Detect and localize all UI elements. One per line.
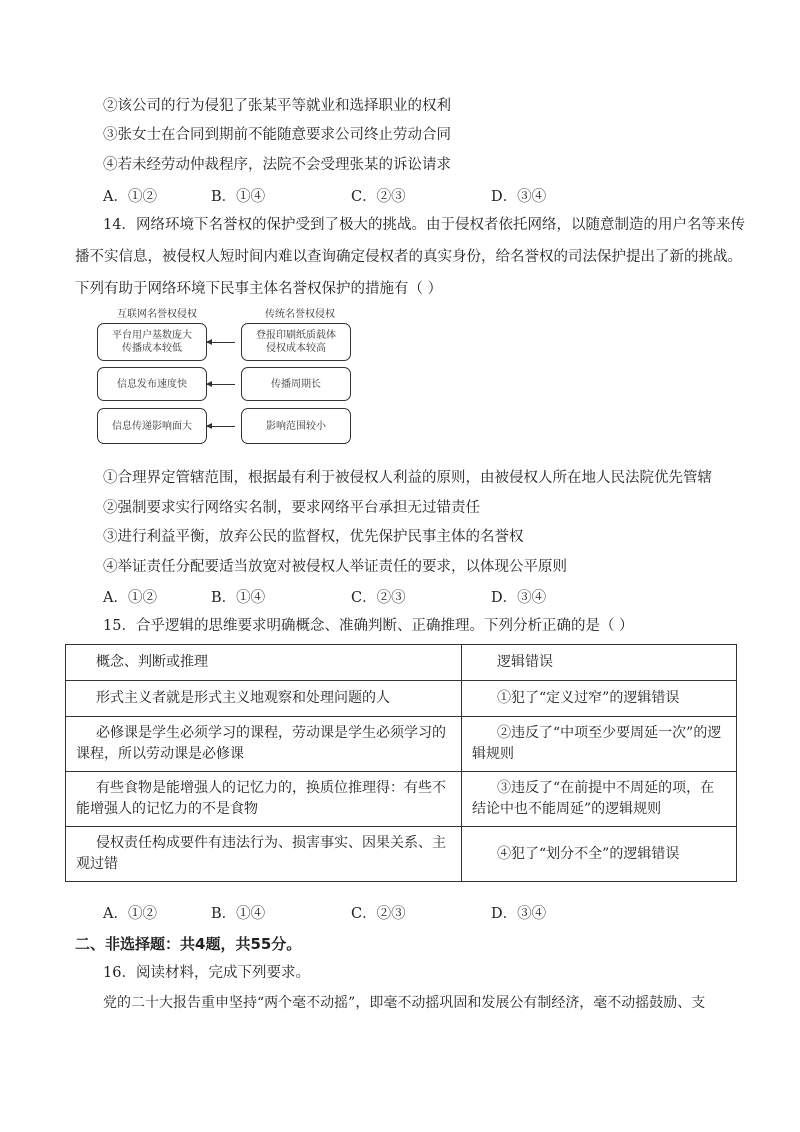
table-header-cell: 概念、判断或推理 (66, 645, 462, 681)
table-cell: 有些食物是能增强人的记忆力的，换质位推理得：有些不能增强人的记忆力的不是食物 (66, 772, 462, 827)
diagram-left-box-1: 平台用户基数庞大 传播成本较低 (97, 323, 207, 361)
q15-stem: 15．合乎逻辑的思维要求明确概念、准确判断、正确推理。下列分析正确的是（ ） (103, 618, 634, 634)
q14-item-1: ①合理界定管辖范围，根据最有利于被侵权人利益的原则，由被侵权人所在地人民法院优先管辖 (103, 470, 712, 486)
diagram-arrow-3 (207, 426, 235, 427)
table-row (66, 717, 737, 772)
q14-stem-line3: 下列有助于网络环境下民事主体名誉权保护的措施有（ ） (75, 281, 443, 297)
diagram-right-box-3: 影响范围较小 (241, 408, 351, 444)
option-b[interactable]: B．①④ (211, 906, 266, 922)
table-cell: ②违反了“中项至少要周延一次”的逻辑规则 (462, 717, 737, 772)
table-cell: 侵权责任构成要件有违法行为、损害事实、因果关系、主观过错 (66, 827, 462, 882)
diagram-arrow-2 (207, 384, 235, 385)
option-a[interactable]: A．①② (103, 906, 157, 922)
section-heading: 二、非选择题：共4题，共55分。 (75, 935, 302, 953)
diagram-left-box-3: 信息传递影响面大 (97, 408, 207, 444)
option-b[interactable]: B．①④ (211, 189, 266, 205)
diagram-right-box-2: 传播周期长 (241, 367, 351, 401)
table-cell: 形式主义者就是形式主义地观察和处理问题的人 (66, 681, 462, 717)
q14-item-3: ③进行利益平衡，放弃公民的监督权，优先保护民事主体的名誉权 (103, 529, 524, 545)
diagram-right-header: 传统名誉权侵权 (265, 309, 335, 320)
table-cell: 必修课是学生必须学习的课程，劳动课是学生必须学习的课程，所以劳动课是必修课 (66, 717, 462, 772)
table-header-row (66, 645, 737, 681)
diagram-right-box-1: 登报印刷纸质载体 侵权成本较高 (241, 323, 351, 361)
q14-options (103, 586, 703, 606)
q16-stem: 16．阅读材料，完成下列要求。 (103, 965, 310, 981)
q14-item-4: ④举证责任分配要适当放宽对被侵权人举证责任的要求，以体现公平原则 (103, 559, 567, 575)
logic-analysis-table (65, 644, 737, 882)
option-d[interactable]: D．③④ (491, 590, 547, 606)
table-cell: ①犯了“定义过窄”的逻辑错误 (462, 681, 737, 717)
q16-material: 党的二十大报告重申坚持“两个毫不动摇”，即毫不动摇巩固和发展公有制经济，毫不动摇鼓励、支 (103, 995, 706, 1011)
table-row (66, 827, 737, 882)
infringement-comparison-diagram (95, 305, 367, 447)
option-b[interactable]: B．①④ (211, 590, 266, 606)
q14-item-2: ②强制要求实行网络实名制，要求网络平台承担无过错责任 (103, 500, 480, 516)
table-row (66, 772, 737, 827)
table-header-cell: 逻辑错误 (462, 645, 737, 681)
diagram-arrow-1 (207, 342, 235, 343)
option-d[interactable]: D．③④ (491, 906, 547, 922)
q13-item-2: ②该公司的行为侵犯了张某平等就业和选择职业的权利 (103, 98, 451, 114)
option-a[interactable]: A．①② (103, 189, 157, 205)
q13-item-4: ④若未经劳动仲裁程序，法院不会受理张某的诉讼请求 (103, 157, 451, 173)
diagram-left-box-2: 信息发布速度快 (97, 367, 207, 401)
option-d[interactable]: D．③④ (491, 189, 547, 205)
option-c[interactable]: C．②③ (351, 906, 406, 922)
option-c[interactable]: C．②③ (351, 189, 406, 205)
table-cell: ③违反了“在前提中不周延的项，在结论中也不能周延”的逻辑规则 (462, 772, 737, 827)
q15-options (103, 902, 703, 922)
q14-stem-line1: 14．网络环境下名誉权的保护受到了极大的挑战。由于侵权者依托网络，以随意制造的用户名等来传 (103, 217, 745, 233)
diagram-left-header: 互联网名誉权侵权 (117, 309, 197, 320)
option-c[interactable]: C．②③ (351, 590, 406, 606)
q13-item-3: ③张女士在合同到期前不能随意要求公司终止劳动合同 (103, 127, 451, 143)
q13-options (103, 185, 703, 205)
table-row (66, 681, 737, 717)
q14-stem-line2: 播不实信息，被侵权人短时间内难以查询确定侵权者的真实身份，给名誉权的司法保护提出了新的挑战。 (75, 249, 742, 265)
option-a[interactable]: A．①② (103, 590, 157, 606)
table-cell: ④犯了“划分不全”的逻辑错误 (462, 827, 737, 882)
